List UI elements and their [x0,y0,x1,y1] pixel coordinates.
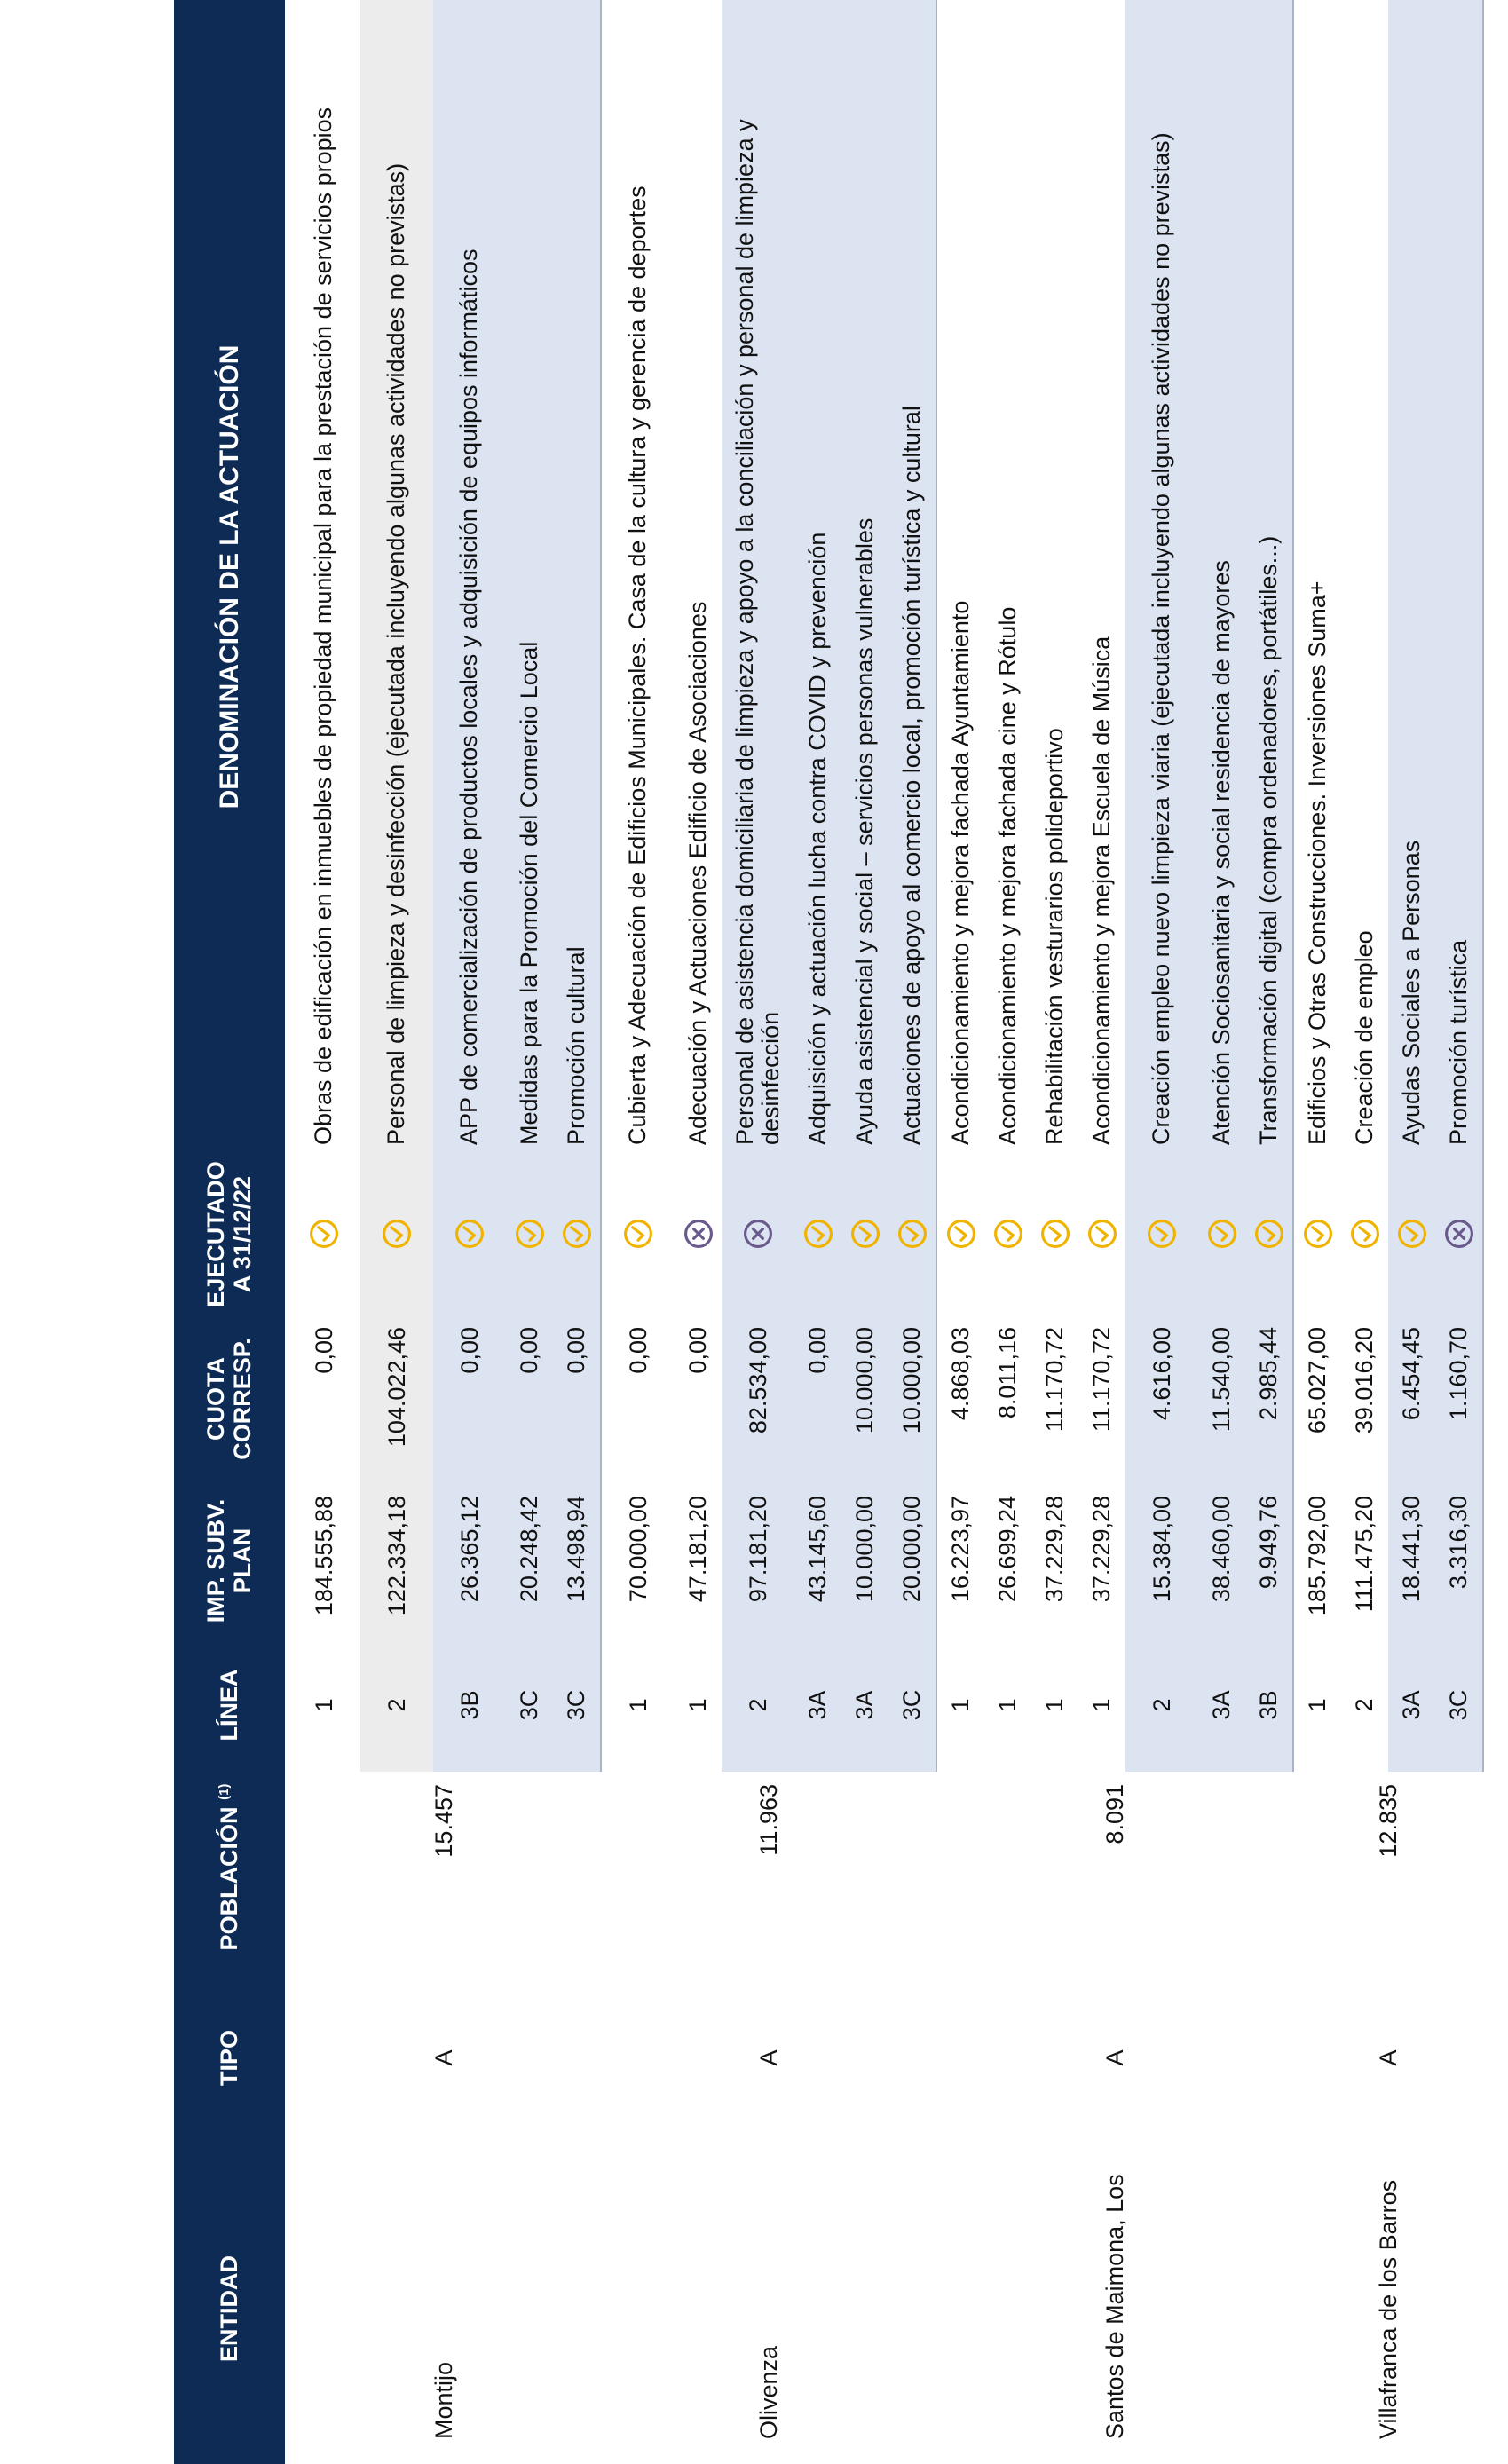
cell-linea: 3B [1245,1639,1293,1772]
cell-imp-subv: 26.365,12 [433,1483,506,1639]
entity-name: Santos de Maimona, Los [1101,2174,1128,2439]
entity-tipo: A [430,2049,457,2066]
cell-cuota: 65.027,00 [1304,1327,1330,1434]
cell-denominacion: Adquisición y actuación lucha contra COVID y prevención [794,0,841,1154]
check-icon [896,1219,928,1251]
cell-imp-subv: 37.229,28 [1041,1496,1068,1603]
header-entidad: ENTIDAD [174,2153,287,2464]
cell-imp-subv: 185.792,00 [1304,1496,1330,1616]
cell-denominacion: Promoción turística [1435,0,1483,1154]
cell-linea: 2 [360,1639,433,1772]
cell-imp-subv: 43.145,60 [794,1483,841,1639]
check-icon [514,1219,546,1251]
cross-icon [742,1219,774,1251]
cell-cuota: 82.534,00 [722,1315,794,1483]
cross-icon [1443,1219,1475,1251]
actuaciones-table [174,0,1484,2464]
cell-ejecutado [984,1154,1031,1315]
entity-name: Villafranca de los Barros [1374,2179,1401,2439]
cell-imp-subv: 26.699,24 [994,1496,1021,1603]
cell-linea: 1 [994,1698,1021,1712]
table-row [936,0,984,2464]
cell-cuota: 1.160,70 [1435,1315,1483,1483]
check-icon [1086,1219,1118,1251]
cell-cuota: 4.868,03 [947,1327,974,1421]
cell-imp-subv: 18.441,30 [1388,1483,1435,1639]
cell-linea: 3A [1388,1639,1435,1772]
cell-cuota: 4.616,00 [1125,1315,1198,1483]
cell-imp-subv: 184.555,88 [310,1496,337,1616]
cell-imp-subv: 70.000,00 [624,1496,651,1603]
check-icon [308,1219,340,1251]
cell-cuota: 0,00 [506,1315,553,1483]
cell-linea: 3A [841,1639,888,1772]
cell-denominacion: Actuaciones de apoyo al comercio local, promoción turística y cultural [888,0,936,1154]
check-icon [1396,1219,1428,1251]
cell-imp-subv: 97.181,20 [722,1483,794,1639]
cell-linea: 3C [1435,1639,1483,1772]
cell-cuota: 6.454,45 [1388,1315,1435,1483]
cell-ejecutado [1245,1154,1293,1315]
cell-denominacion: Transformación digital (compra ordenadores, portátiles...) [1245,0,1293,1154]
table-row [601,0,675,2464]
cell-cuota: 0,00 [433,1315,506,1483]
cell-ejecutado [1125,1154,1198,1315]
cell-denominacion: Creación empleo nuevo limpieza viaria (ejecutada incluyendo algunas actividades no previstas) [1125,0,1198,1154]
cell-denominacion: Obras de edificación en inmuebles de propiedad municipal para la prestación de servicios propios [310,107,337,1145]
cell-linea: 3A [1198,1639,1245,1772]
cell-imp-subv: 37.229,28 [1088,1496,1115,1603]
cell-imp-subv: 9.949,76 [1245,1483,1293,1639]
header-imp-line1: IMP. SUBV. [201,1498,229,1623]
cell-ejecutado [553,1154,601,1315]
cell-imp-subv: 20.248,42 [506,1483,553,1639]
cell-linea: 2 [722,1639,794,1772]
check-icon [992,1219,1024,1251]
cell-linea: 2 [1125,1639,1198,1772]
header-denominacion: DENOMINACIÓN DE LA ACTUACIÓN [174,0,287,1154]
table-header [174,0,287,2464]
cell-ejecutado [506,1154,553,1315]
cell-cuota: 10.000,00 [888,1315,936,1483]
check-icon [1146,1219,1178,1251]
entity-poblacion: 11.963 [754,1784,782,1856]
cell-linea: 3B [433,1639,506,1772]
cell-cuota: 11.170,72 [1088,1327,1115,1433]
cell-linea: 1 [310,1698,337,1712]
entity-poblacion: 15.457 [430,1784,457,1858]
cell-ejecutado [888,1154,936,1315]
cell-ejecutado [360,1154,433,1315]
cell-cuota: 0,00 [310,1327,337,1374]
cell-ejecutado [287,1154,361,1315]
cell-denominacion: Personal de asistencia domiciliaria de limpieza y apoyo a la conciliación y personal de limpieza y desinfección [722,0,794,1154]
cell-denominacion: Ayuda asistencial y social – servicios personas vulnerables [841,0,888,1154]
cell-denominacion: APP de comercialización de productos locales y adquisición de equipos informáticos [433,0,506,1154]
header-ejecutado [174,1154,287,1315]
cell-imp-subv: 16.223,97 [947,1496,974,1603]
cell-ejecutado [1435,1154,1483,1315]
table-row [287,0,361,2464]
check-icon [381,1219,413,1251]
cell-imp-subv: 111.475,20 [1351,1496,1378,1613]
cell-ejecutado [601,1154,675,1315]
cell-denominacion: Ayudas Sociales a Personas [1388,0,1435,1154]
cell-imp-subv: 38.460,00 [1198,1483,1245,1639]
cell-ejecutado [1031,1154,1078,1315]
cell-cuota: 11.540,00 [1198,1315,1245,1483]
cell-cuota: 10.000,00 [841,1315,888,1483]
cell-linea: 3A [794,1639,841,1772]
cell-ejecutado [675,1154,722,1315]
cell-linea: 1 [1304,1698,1330,1712]
cell-linea: 2 [1351,1698,1378,1712]
header-cuota-line1: CUOTA [201,1357,229,1441]
cell-linea: 1 [1041,1698,1068,1712]
cell-denominacion: Rehabilitación vesturarios polideportivo [1040,728,1068,1145]
cell-imp-subv: 3.316,30 [1435,1483,1483,1639]
cell-cuota: 39.016,20 [1351,1327,1378,1434]
cell-imp-subv: 15.384,00 [1125,1483,1198,1639]
cell-denominacion: Creación de empleo [1350,930,1378,1145]
cell-ejecutado [794,1154,841,1315]
header-imp-line2: PLAN [228,1528,256,1594]
cell-cuota: 2.985,44 [1245,1315,1293,1483]
cell-ejecutado [841,1154,888,1315]
cell-ejecutado [722,1154,794,1315]
check-icon [561,1219,593,1251]
check-icon [849,1219,881,1251]
header-cuota-line2: CORRESP. [228,1338,256,1460]
cell-imp-subv: 13.498,94 [553,1483,601,1639]
cell-ejecutado [1341,1154,1388,1315]
header-poblacion-note: (1) [216,1783,232,1800]
check-icon [945,1219,977,1251]
cell-ejecutado [936,1154,984,1315]
header-ejecutado-line1: EJECUTADO [201,1161,229,1307]
check-icon [622,1219,654,1251]
cell-cuota: 8.011,16 [994,1327,1021,1419]
cell-imp-subv: 122.334,18 [360,1483,433,1639]
cell-denominacion: Acondicionamiento y mejora fachada Ayuntamiento [946,600,974,1145]
cell-denominacion: Medidas para la Promoción del Comercio Local [506,0,553,1154]
entity-name: Montijo [430,2361,457,2439]
check-icon [1206,1219,1238,1251]
check-icon [802,1219,834,1251]
cell-linea: 3C [888,1639,936,1772]
cell-cuota: 0,00 [794,1315,841,1483]
check-icon [1039,1219,1071,1251]
cell-ejecutado [1078,1154,1125,1315]
cell-cuota: 104.022,46 [360,1315,433,1483]
cell-denominacion: Cubierta y Adecuación de Edificios Municipales. Casa de la cultura y gerencia de deportes [624,186,651,1145]
cell-denominacion: Acondicionamiento y mejora fachada cine y Rótulo [993,606,1021,1145]
check-icon [1253,1219,1285,1251]
cell-denominacion: Acondicionamiento y mejora Escuela de Música [1087,636,1115,1145]
check-icon [454,1219,486,1251]
cell-linea: 3C [506,1639,553,1772]
entity-tipo: A [754,2049,782,2066]
cell-denominacion: Promoción cultural [553,0,601,1154]
cell-denominacion: Adecuación y Actuaciones Edificio de Asociaciones [683,601,711,1145]
cell-linea: 1 [684,1698,711,1712]
cell-linea: 1 [1088,1698,1115,1712]
cell-linea: 1 [947,1698,974,1712]
cell-denominacion: Atención Sociosanitaria y social residencia de mayores [1198,0,1245,1154]
cell-ejecutado [433,1154,506,1315]
entity-tipo: A [1374,2049,1401,2066]
entity-tipo: A [1101,2049,1128,2066]
cell-linea: 1 [624,1698,651,1712]
cell-cuota: 0,00 [553,1315,601,1483]
table-body [287,0,1484,2464]
entity-poblacion: 8.091 [1101,1784,1128,1844]
header-linea: LÍNEA [174,1639,287,1772]
cell-denominacion: Edificios y Otras Construcciones. Inversiones Suma+ [1303,580,1330,1145]
entity-poblacion: 12.835 [1374,1784,1401,1858]
cell-imp-subv: 47.181,20 [684,1496,711,1603]
cell-imp-subv: 20.000,00 [888,1483,936,1639]
header-cuota [174,1315,287,1483]
cell-ejecutado [1388,1154,1435,1315]
header-imp-subv [174,1483,287,1639]
cell-ejecutado [1293,1154,1341,1315]
cell-denominacion: Personal de limpieza y desinfección (ejecutada incluyendo algunas actividades no previstas) [360,0,433,1154]
cell-imp-subv: 10.000,00 [841,1483,888,1639]
cell-cuota: 0,00 [684,1327,711,1374]
cell-cuota: 11.170,72 [1041,1327,1068,1433]
cell-linea: 3C [553,1639,601,1772]
cell-ejecutado [1198,1154,1245,1315]
header-poblacion [174,1772,287,1963]
table-row [1293,0,1341,2464]
entity-name: Olivenza [754,2345,782,2439]
check-icon [1349,1219,1381,1251]
check-icon [1302,1219,1334,1251]
header-tipo: TIPO [174,1963,287,2153]
cell-cuota: 0,00 [624,1327,651,1374]
header-ejecutado-line2: A 31/12/22 [228,1175,256,1293]
cross-icon [683,1219,715,1251]
header-poblacion-label: POBLACIÓN [215,1806,242,1951]
